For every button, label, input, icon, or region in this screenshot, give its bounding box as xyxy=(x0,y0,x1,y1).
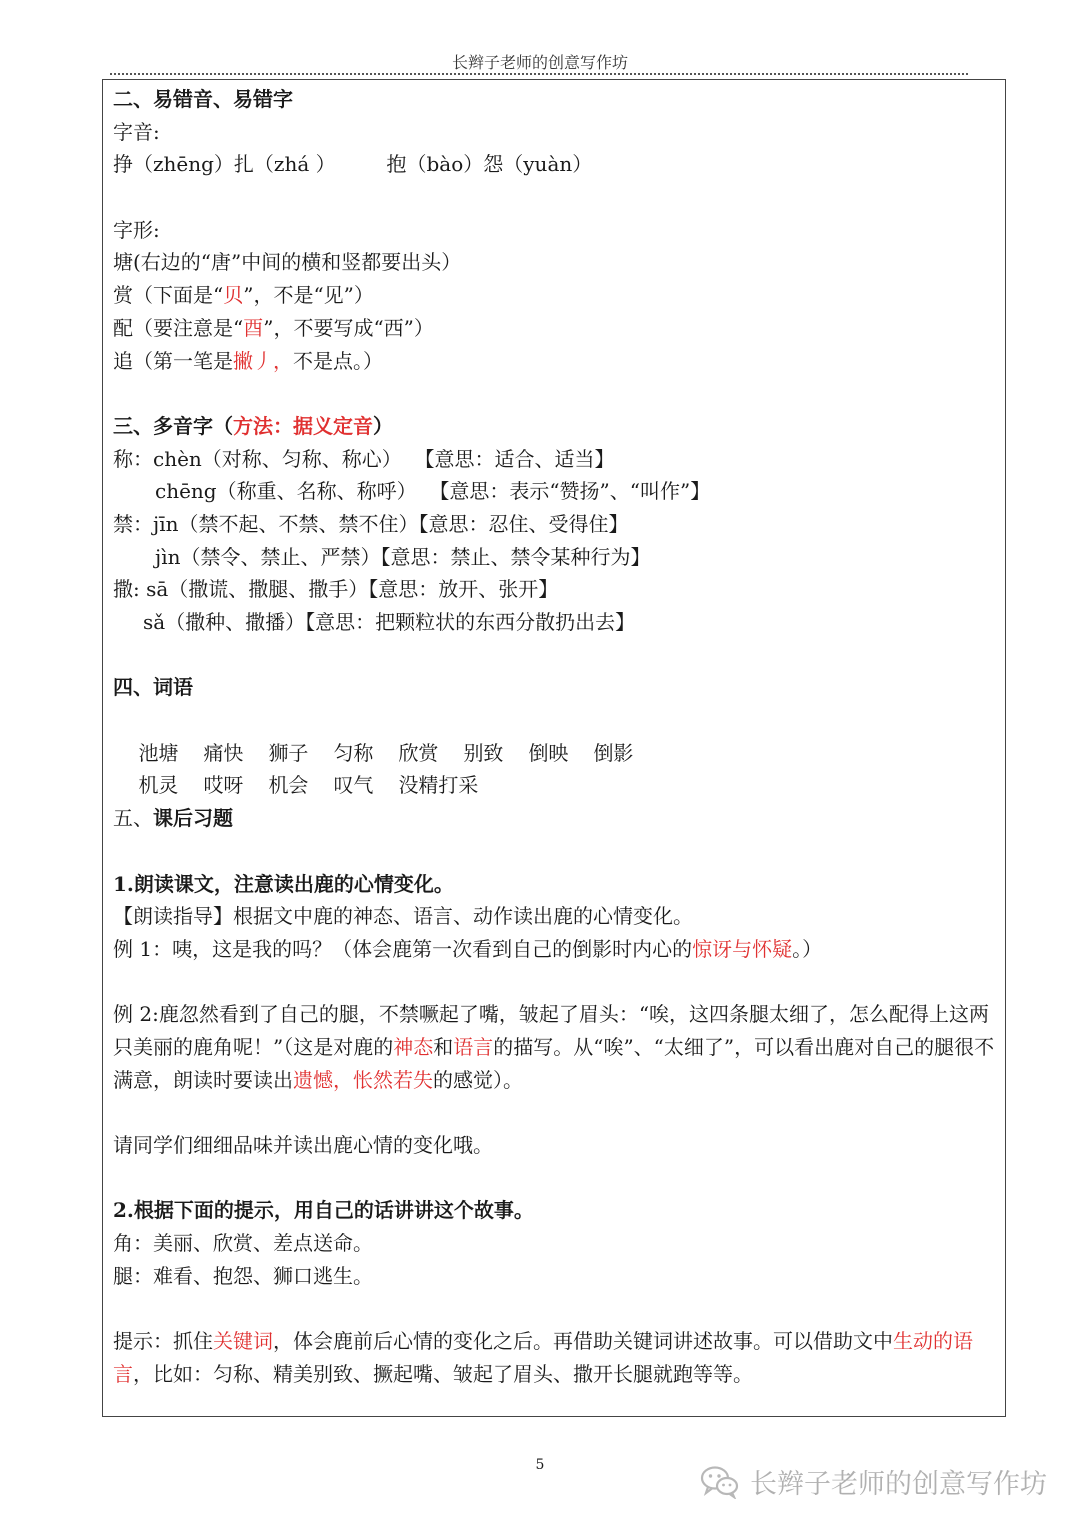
polyphone-jin-2: jìn（禁令、禁止、严禁）【意思：禁止、禁令某种行为】 xyxy=(155,544,651,569)
pinyin-line: 挣（zhēng）扎（zhá ） 抱（bào）怨（yuàn） xyxy=(113,152,593,177)
char-pei: 配（要注意是“酉”，不要写成“西”） xyxy=(113,315,434,340)
char-zhui: 追（第一笔是撇丿，不是点。） xyxy=(113,348,383,373)
vocab-word: 欣赏 xyxy=(398,740,439,765)
section-title-4: 四、词语 xyxy=(113,675,193,700)
wechat-icon xyxy=(700,1465,740,1499)
question-2-title: 2.根据下面的提示，用自己的话讲讲这个故事。 xyxy=(113,1198,534,1223)
section-title-3: 三、多音字（方法：据义定音） xyxy=(113,413,393,438)
example-1: 例 1：咦，这是我的吗？（体会鹿第一次看到自己的倒影时内心的惊讶与怀疑。） xyxy=(113,936,823,961)
polyphone-sa-2: sǎ（撒种、撒播）【意思：把颗粒状的东西分散扔出去】 xyxy=(143,610,636,634)
vocab-word: 匀称 xyxy=(333,740,374,765)
vocab-word: 哎呀 xyxy=(203,773,244,798)
section-title-2: 二、易错音、易错字 xyxy=(113,87,293,111)
vocab-word: 倒映 xyxy=(528,740,569,765)
watermark xyxy=(700,1462,1047,1501)
vocab-word: 狮子 xyxy=(268,740,309,765)
polyphone-jin-1: 禁：jīn（禁不起、不禁、禁不住）【意思：忍住、受得住】 xyxy=(113,511,629,536)
polyphone-cheng-2: chēng（称重、名称、称呼） 【意思：表示“赞扬”、“叫作”】 xyxy=(155,479,711,504)
char-tang: 塘(右边的“唐”中间的横和竖都要出头） xyxy=(113,250,462,275)
zi-yin-label: 字音: xyxy=(113,119,160,144)
hint-jiao: 角：美丽、欣赏、差点送命。 xyxy=(113,1231,373,1256)
question-1-closing: 请同学们细细品味并读出鹿心情的变化哦。 xyxy=(113,1133,493,1158)
vocab-word: 叹气 xyxy=(333,773,374,798)
page-number: 5 xyxy=(535,1457,545,1473)
polyphone-sa-1: 撒: sā（撒谎、撒腿、撒手）【意思：放开、张开】 xyxy=(113,577,559,602)
char-shang: 赏（下面是“贝”，不是“见”） xyxy=(113,283,374,308)
header-title: 长辫子老师的创意写作坊 xyxy=(451,53,628,72)
question-1-title: 1.朗读课文，注意读出鹿的心情变化。 xyxy=(113,871,454,896)
vocab-word: 倒影 xyxy=(593,740,634,765)
zi-xing-label: 字形: xyxy=(113,217,160,242)
vocab-word: 池塘 xyxy=(138,740,179,765)
vocab-word: 别致 xyxy=(463,740,504,765)
vocab-word: 没精打采 xyxy=(398,773,479,798)
vocab-word: 痛快 xyxy=(203,740,244,765)
example-2: 例 2:鹿忽然看到了自己的腿，不禁噘起了嘴，皱起了眉头：“唉，这四条腿太细了，怎么配得上这两只美丽的鹿角呢！”（这是对鹿的神态和语言的描写。从“唉”、“太细了”，可以看出鹿对自己的腿很不满意，朗读时要读出遗憾，怅然若失的感觉）。 xyxy=(113,1002,995,1092)
vocab-word: 机会 xyxy=(268,773,309,798)
watermark-text: 长辫子老师的创意写作坊 xyxy=(750,1469,1047,1500)
hint-tui: 腿：难看、抱怨、狮口逃生。 xyxy=(113,1263,373,1288)
vocab-word: 机灵 xyxy=(138,773,179,798)
polyphone-cheng-1: 称：chèn（对称、匀称、称心） 【意思：适合、适当】 xyxy=(113,446,615,471)
section-title-5: 五、课后习题 xyxy=(113,806,233,831)
header-divider xyxy=(110,73,968,75)
tip-paragraph: 提示：抓住关键词，体会鹿前后心情的变化之后。再借助关键词讲述故事。可以借助文中生动的语言，比如：匀称、精美别致、撅起嘴、皱起了眉头、撒开长腿就跑等等。 xyxy=(113,1329,973,1386)
vocab-row-1 xyxy=(113,704,1003,765)
reading-guide: 【朗读指导】根据文中鹿的神态、语言、动作读出鹿的心情变化。 xyxy=(113,904,693,929)
document-body xyxy=(113,83,1003,1391)
